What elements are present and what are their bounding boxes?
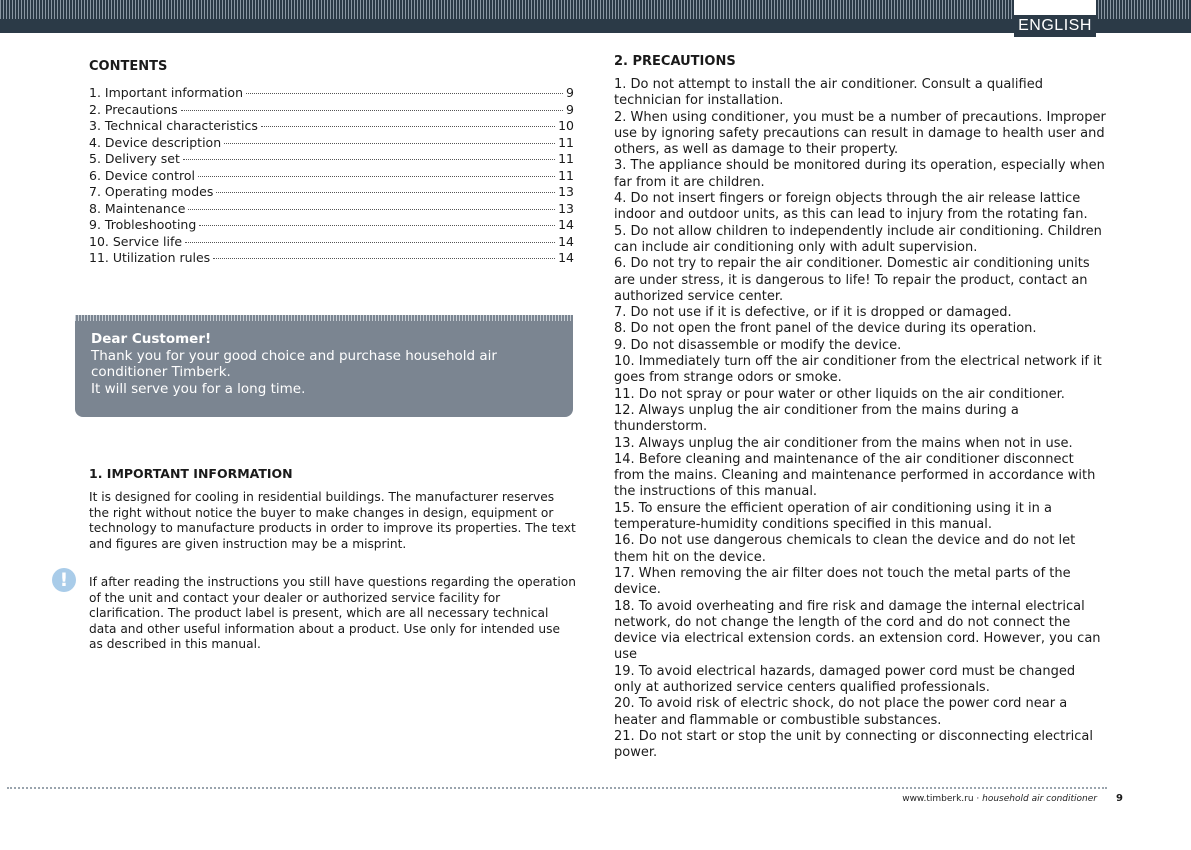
precaution-item: 5. Do not allow children to independently include air conditioning. Children can include air conditioning only with adult supervision. bbox=[614, 223, 1102, 255]
toc-leader bbox=[216, 192, 555, 193]
toc-leader bbox=[181, 110, 563, 111]
toc-item[interactable] bbox=[89, 217, 574, 234]
toc-item-page: 11 bbox=[558, 134, 574, 150]
toc-item-page: 9 bbox=[566, 101, 574, 117]
precaution-item: 20. To avoid risk of electric shock, do not place the power cord near a heater and flammable or combustible substances. bbox=[614, 696, 1068, 728]
greeting-title: Dear Customer! bbox=[91, 331, 212, 347]
toc-item-label: 1. Important information bbox=[89, 85, 243, 100]
toc-item-page: 9 bbox=[566, 85, 574, 100]
toc-item-label: 4. Device description bbox=[89, 134, 222, 150]
toc-item[interactable] bbox=[89, 168, 574, 185]
footer-divider bbox=[7, 787, 1107, 789]
toc-item-label: 9. Trobleshooting bbox=[89, 217, 197, 232]
precaution-item: 17. When removing the air filter does not touch the metal parts of the device. bbox=[614, 565, 1071, 598]
toc-item[interactable] bbox=[89, 184, 574, 201]
toc-leader bbox=[261, 126, 555, 127]
precautions-title: 2. PRECAUTIONS bbox=[614, 54, 736, 69]
toc-item-label: 10. Service life bbox=[89, 233, 183, 249]
page-number: 9 bbox=[1116, 793, 1123, 804]
toc-item-page: 11 bbox=[558, 151, 574, 166]
toc-leader bbox=[199, 225, 555, 226]
footer-separator: · bbox=[973, 794, 983, 804]
precaution-item: 9. Do not disassemble or modify the device. bbox=[614, 337, 902, 353]
toc-item-label: 11. Utilization rules bbox=[89, 250, 211, 265]
greeting-line: Thank you for your good choice and purchase household air conditioner Timberk. bbox=[91, 347, 497, 380]
exclamation-icon: ! bbox=[52, 568, 76, 592]
toc-item-label: 8. Maintenance bbox=[89, 200, 186, 216]
precaution-item: 13. Always unplug the air conditioner from the mains when not in use. bbox=[614, 435, 1073, 451]
toc-leader bbox=[188, 209, 555, 210]
toc-item[interactable] bbox=[89, 85, 574, 102]
toc-leader bbox=[246, 93, 563, 94]
greeting-stripes bbox=[75, 315, 573, 321]
toc-item-label: 2. Precautions bbox=[89, 101, 178, 117]
toc-leader bbox=[183, 159, 555, 160]
precaution-item: 16. Do not use dangerous chemicals to clean the device and do not let them hit on the device. bbox=[614, 533, 1076, 565]
toc-leader bbox=[224, 143, 555, 144]
footer-site-link[interactable]: www.timberk.ru bbox=[902, 794, 974, 804]
greeting-text bbox=[91, 331, 561, 397]
greeting-box bbox=[75, 315, 573, 417]
header-stripes bbox=[0, 0, 1191, 19]
toc-leader bbox=[185, 242, 555, 243]
toc-item-label: 7. Operating modes bbox=[89, 184, 214, 199]
precaution-item: 14. Before cleaning and maintenance of the air conditioner disconnect from the mains. Cleaning and maintenance performed in accordance with the instructions of this manual. bbox=[614, 451, 1096, 500]
toc-item-label: 6. Device control bbox=[89, 167, 195, 183]
toc-item[interactable] bbox=[89, 118, 574, 135]
precaution-item: 19. To avoid electrical hazards, damaged power cord must be changed only at authorized service centers qualified professionals. bbox=[614, 663, 1076, 695]
precaution-item: 21. Do not start or stop the unit by connecting or disconnecting electrical power. bbox=[614, 728, 1093, 761]
toc-leader bbox=[198, 176, 555, 177]
footer-tagline: household air conditioner bbox=[982, 794, 1097, 804]
precaution-item: 7. Do not use if it is defective, or if it is dropped or damaged. bbox=[614, 305, 1012, 321]
toc-item-page: 14 bbox=[558, 233, 574, 249]
language-label: ENGLISH bbox=[1014, 15, 1096, 37]
toc-item-label: 5. Delivery set bbox=[89, 151, 180, 166]
toc-item[interactable] bbox=[89, 102, 574, 119]
important-info-note: If after reading the instructions you still have questions regarding the operation of the unit and contact your dealer or authorized service facility for clarification. The product label is present, which are all necessary technical data and other useful information about a product. Use only for intended use as described in this manual. bbox=[89, 575, 576, 651]
precaution-item: 4. Do not insert fingers or foreign objects through the air release lattice indoor and outdoor units, as this can lead to injury from the rotating fan. bbox=[614, 191, 1088, 223]
precaution-item: 8. Do not open the front panel of the device during its operation. bbox=[614, 321, 1037, 337]
toc-leader bbox=[213, 258, 555, 259]
language-tab bbox=[1014, 0, 1096, 33]
precaution-item: 3. The appliance should be monitored during its operation, especially when far from it are children. bbox=[614, 158, 1105, 190]
footer-text bbox=[902, 794, 1097, 804]
toc-item[interactable] bbox=[89, 234, 574, 251]
toc-item-page: 13 bbox=[558, 200, 574, 216]
greeting-line: It will serve you for a long time. bbox=[91, 380, 306, 397]
important-info-title: 1. IMPORTANT INFORMATION bbox=[89, 466, 293, 481]
toc-item-page: 14 bbox=[558, 217, 574, 232]
precaution-item: 10. Immediately turn off the air conditioner from the electrical network if it goes from strange odors or smoke. bbox=[614, 354, 1102, 386]
toc-item-label: 3. Technical characteristics bbox=[89, 118, 258, 133]
important-info-paragraph: It is designed for cooling in residential buildings. The manufacturer reserves the right without notice the buyer to make changes in design, equipment or technology to manufacture products in order to improve its properties. The text and figures are given instruction may be a misprint. bbox=[89, 490, 576, 551]
toc-item[interactable] bbox=[89, 135, 574, 152]
precautions-list bbox=[614, 77, 1106, 761]
precaution-item: 2. When using conditioner, you must be a number of precautions. Improper use by ignoring safety precautions can result in damage to health user and others, as well as damage to their property. bbox=[614, 109, 1106, 158]
contents-title: CONTENTS bbox=[89, 59, 168, 74]
table-of-contents bbox=[89, 85, 574, 267]
precaution-item: 11. Do not spray or pour water or other liquids on the air conditioner. bbox=[614, 386, 1065, 402]
precaution-item: 12. Always unplug the air conditioner from the mains during a thunderstorm. bbox=[614, 402, 1019, 435]
precaution-item: 1. Do not attempt to install the air conditioner. Consult a qualified technician for installation. bbox=[614, 77, 1043, 109]
toc-item-page: 13 bbox=[558, 184, 574, 199]
toc-item[interactable] bbox=[89, 151, 574, 168]
toc-item-page: 14 bbox=[558, 250, 574, 265]
toc-item-page: 10 bbox=[558, 118, 574, 133]
toc-item[interactable] bbox=[89, 201, 574, 218]
precaution-item: 15. To ensure the efficient operation of air conditioning using it in a temperature-humidity conditions specified in this manual. bbox=[614, 500, 1052, 533]
precaution-item: 18. To avoid overheating and fire risk and damage the internal electrical network, do not change the length of the cord and do not connect the device via electrical extension cords. an extension cord. However, you can use bbox=[614, 598, 1101, 663]
toc-item-page: 11 bbox=[558, 167, 574, 183]
precaution-item: 6. Do not try to repair the air conditioner. Domestic air conditioning units are under stress, it is dangerous to life! To repair the product, contact an authorized service center. bbox=[614, 256, 1090, 304]
header-bar bbox=[0, 0, 1191, 33]
toc-item[interactable] bbox=[89, 250, 574, 267]
